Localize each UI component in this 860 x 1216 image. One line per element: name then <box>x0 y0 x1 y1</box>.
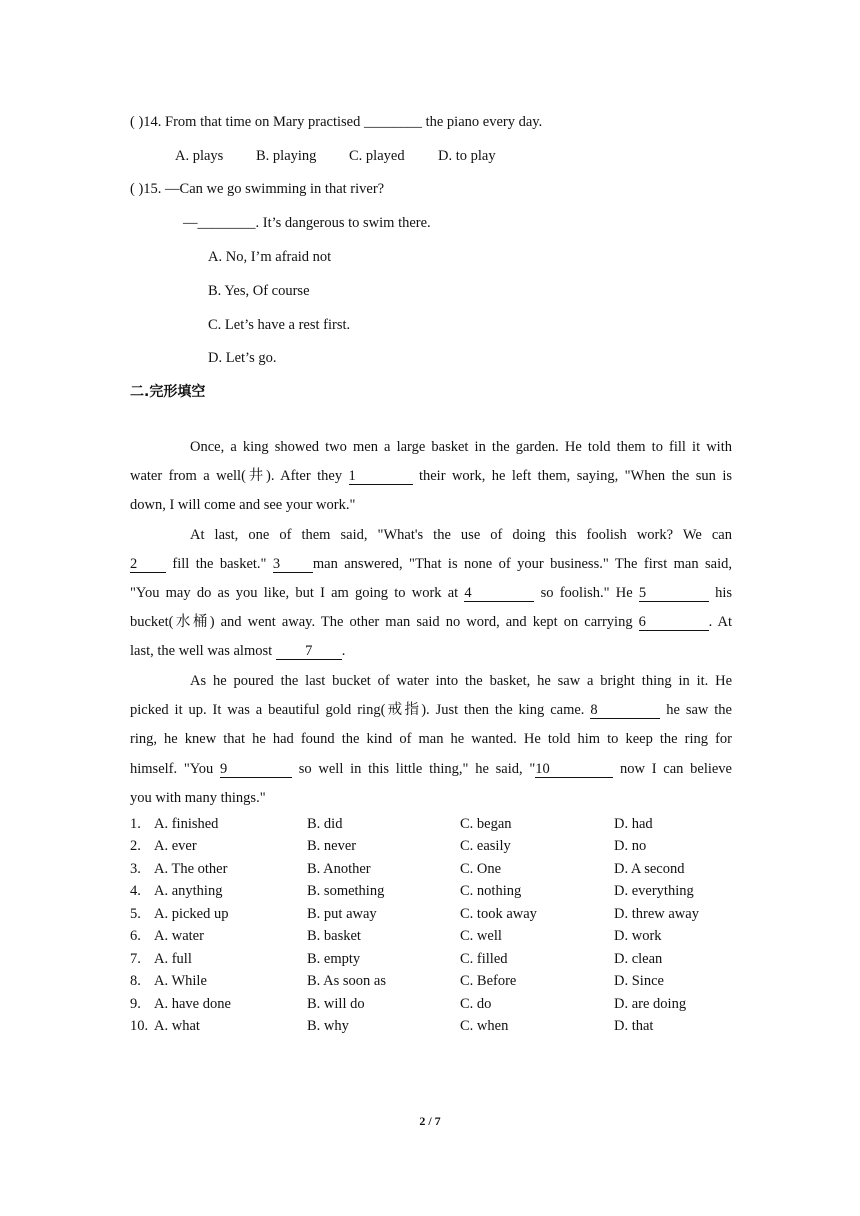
choice-b: B. put away <box>307 906 377 922</box>
choice-number: 5. <box>130 906 141 922</box>
blank-1: 1 <box>349 468 413 485</box>
choice-a: A. water <box>154 928 204 944</box>
choice-a: A. ever <box>154 838 197 854</box>
q14-prefix: ( )14. From that time on Mary practised <box>130 114 364 130</box>
blank-9: 9 <box>220 761 292 778</box>
q14-option-b: B. playing <box>256 148 317 164</box>
choice-d: D. clean <box>614 951 663 967</box>
choice-d: D. had <box>614 816 653 832</box>
page-separator: / <box>425 1114 435 1128</box>
choice-c: C. when <box>460 1018 509 1034</box>
choice-a: A. picked up <box>154 906 229 922</box>
choice-a: A. have done <box>154 996 231 1012</box>
q14-option-a: A. plays <box>175 148 224 164</box>
section-title: 二.完形填空 <box>130 384 206 400</box>
text-segment: his <box>708 585 733 601</box>
choice-d: D. threw away <box>614 906 699 922</box>
passage-p3-line4 <box>130 759 732 779</box>
choice-c: C. do <box>460 996 492 1012</box>
q14-option-c: C. played <box>349 148 405 164</box>
question-14 <box>130 112 542 132</box>
q15-option-b: B. Yes, Of course <box>208 283 310 299</box>
choice-d: D. work <box>614 928 662 944</box>
blank-7: 7 <box>276 643 342 660</box>
choice-d: D. are doing <box>614 996 687 1012</box>
choice-c: C. One <box>460 861 502 877</box>
q14-suffix: the piano every day. <box>421 114 543 130</box>
q14-blank: ________ <box>363 114 422 130</box>
passage-p3-line5: you with many things." <box>130 790 266 806</box>
passage-p2-line5 <box>130 641 345 661</box>
text-segment: he saw the <box>660 702 732 718</box>
text-segment: their work, he left them, saying, "When the sun is <box>412 468 732 484</box>
choice-b: B. did <box>307 816 343 832</box>
passage-p3-line1: As he poured the last bucket of water into the basket, he saw a bright thing in it. He <box>190 673 732 689</box>
choice-c: C. began <box>460 816 512 832</box>
choice-d: D. Since <box>614 973 664 989</box>
passage-p2-line1: At last, one of them said, "What's the use of doing this foolish work? We can <box>190 527 732 543</box>
blank-4: 4 <box>464 585 534 602</box>
choice-b: B. something <box>307 883 385 899</box>
passage-p2-line2 <box>130 554 732 574</box>
choice-d: D. A second <box>614 861 685 877</box>
choice-b: B. will do <box>307 996 365 1012</box>
text-segment: himself. "You <box>130 761 221 777</box>
passage-p2-line3 <box>130 583 732 603</box>
choice-number: 10. <box>130 1018 149 1034</box>
passage-p1-line3: down, I will come and see your work." <box>130 497 356 513</box>
choice-d: D. everything <box>614 883 694 899</box>
blank-5: 5 <box>639 585 709 602</box>
choice-c: C. nothing <box>460 883 522 899</box>
q15-option-d: D. Let’s go. <box>208 350 277 366</box>
text-segment: so well in this little thing," he said, " <box>292 761 536 777</box>
choice-a: A. The other <box>154 861 228 877</box>
text-segment: now I can believe <box>613 761 732 777</box>
choice-number: 9. <box>130 996 141 1012</box>
text-segment: last, the well was almost <box>130 643 276 659</box>
choice-a: A. what <box>154 1018 200 1034</box>
choice-number: 1. <box>130 816 141 832</box>
text-segment: fill the basket." <box>166 556 273 572</box>
choice-b: B. As soon as <box>307 973 386 989</box>
choice-c: C. Before <box>460 973 517 989</box>
question-15: ( )15. —Can we go swimming in that river? <box>130 181 385 197</box>
choice-number: 3. <box>130 861 141 877</box>
q14-option-d: D. to play <box>438 148 496 164</box>
blank-10: 10 <box>535 761 613 778</box>
passage-p2-line4 <box>130 612 732 632</box>
choice-number: 8. <box>130 973 141 989</box>
text-segment: . <box>341 643 346 659</box>
choice-d: D. no <box>614 838 647 854</box>
passage-p1-line1: Once, a king showed two men a large basket in the garden. He told them to fill it with <box>190 439 732 455</box>
text-segment: . At <box>708 614 733 630</box>
text-segment: man answered, "That is none of your business." The first man said, <box>312 556 732 572</box>
choice-number: 6. <box>130 928 141 944</box>
choice-number: 7. <box>130 951 141 967</box>
choice-b: B. empty <box>307 951 361 967</box>
choice-b: B. why <box>307 1018 349 1034</box>
blank-2: 2 <box>130 556 166 573</box>
q15-option-a: A. No, I’m afraid not <box>208 249 332 265</box>
page-number <box>0 1114 860 1129</box>
choice-a: A. finished <box>154 816 219 832</box>
q15-reply: —________. It’s dangerous to swim there. <box>183 215 431 231</box>
choice-d: D. that <box>614 1018 654 1034</box>
q15-option-c: C. Let’s have a rest first. <box>208 317 351 333</box>
blank-3: 3 <box>273 556 313 573</box>
text-segment: "You may do as you like, but I am going to work at <box>130 585 465 601</box>
current-page: 2 <box>419 1114 426 1128</box>
choice-a: A. While <box>154 973 207 989</box>
blank-6: 6 <box>639 614 709 631</box>
passage-p3-line2 <box>130 700 732 720</box>
choice-b: B. basket <box>307 928 361 944</box>
choice-c: C. easily <box>460 838 511 854</box>
choice-number: 2. <box>130 838 141 854</box>
text-segment: so foolish." He <box>534 585 639 601</box>
passage-p1-line2 <box>130 466 732 486</box>
text-segment: water from a well(井). After they <box>130 468 349 484</box>
choice-a: A. anything <box>154 883 223 899</box>
blank-8: 8 <box>590 702 660 719</box>
passage-p3-line3: ring, he knew that he had found the kind of man he wanted. He told him to keep the ring for <box>130 731 732 747</box>
choice-b: B. never <box>307 838 357 854</box>
choice-c: C. well <box>460 928 502 944</box>
choice-number: 4. <box>130 883 141 899</box>
text-segment: bucket(水桶) and went away. The other man said no word, and kept on carrying <box>130 614 639 630</box>
choice-a: A. full <box>154 951 192 967</box>
choice-c: C. filled <box>460 951 508 967</box>
total-pages: 7 <box>434 1114 441 1128</box>
choice-b: B. Another <box>307 861 371 877</box>
text-segment: picked it up. It was a beautiful gold ring(戒指). Just then the king came. <box>130 702 591 718</box>
choice-c: C. took away <box>460 906 537 922</box>
